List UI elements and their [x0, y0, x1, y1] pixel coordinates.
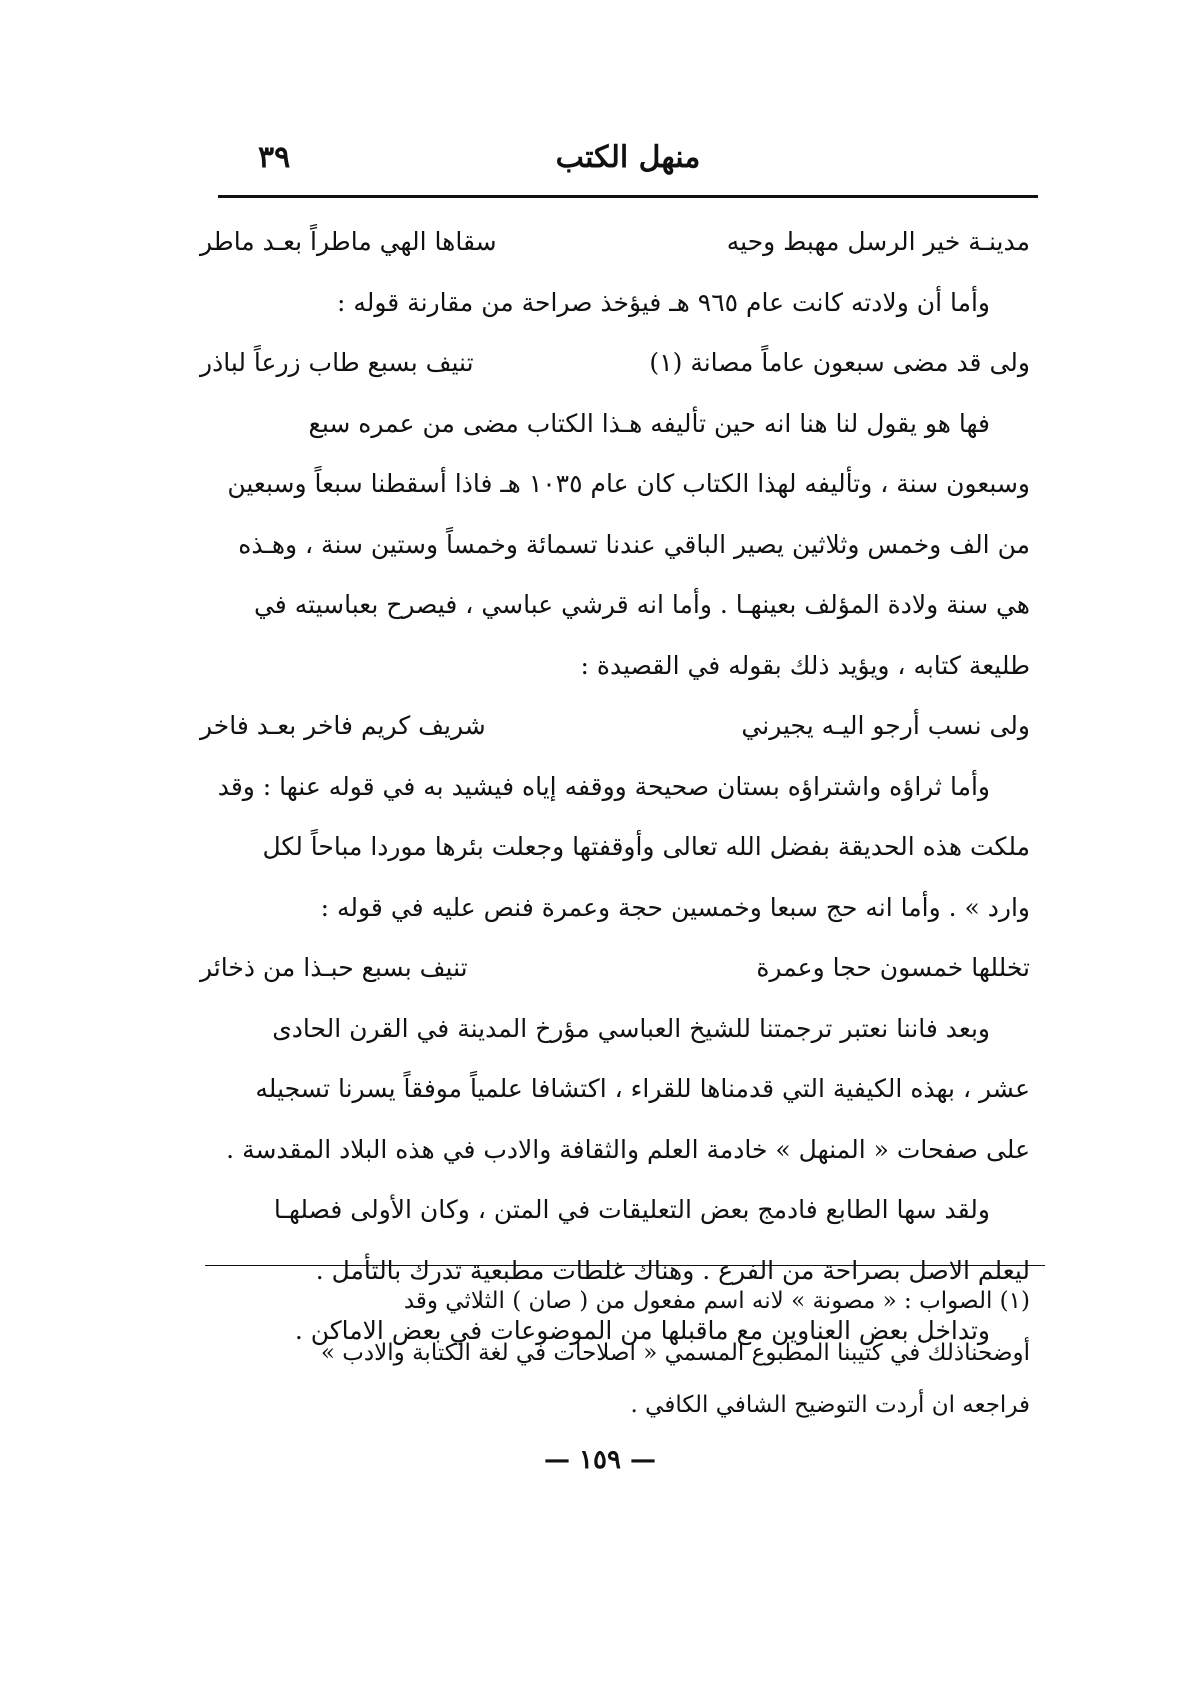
verse-line	[200, 938, 1030, 999]
verse-line	[200, 212, 1030, 273]
running-title: منهل الكتب	[555, 140, 701, 175]
text-line: وارد » . وأما انه حج سبعا وخمسين حجة وعمرة فنص عليه في قوله :	[320, 892, 1030, 922]
main-text	[200, 212, 1030, 1362]
footnote-line: فراجعه ان أردت التوضيح الشافي الكافي .	[630, 1392, 1030, 1418]
text-line: وأما ثراؤه واشتراؤه بستان صحيحة ووقفه إياه فيشيد به في قوله عنها : وقد	[217, 771, 990, 801]
header-rule	[218, 195, 1038, 198]
hemistich-first: مدينـة خير الرسل مهبط وحيه	[726, 227, 1030, 256]
hemistich-second: تنيف بسبع حبـذا من ذخائر	[200, 953, 468, 982]
text-line: ولقد سها الطابع فادمج بعض التعليقات في المتن ، وكان الأولى فصلهـا	[273, 1195, 990, 1224]
text-line: عشر ، بهذه الكيفية التي قدمناها للقراء ، اكتشافا علمياً موفقاً يسرنا تسجيله	[255, 1074, 1030, 1103]
text-line: وتداخل بعض العناوين مع ماقبلها من الموضوعات في بعض الاماكن .	[294, 1316, 990, 1345]
hemistich-first: تخللها خمسون حجا وعمرة	[756, 953, 1030, 982]
header-page-number: ٣٩	[258, 140, 291, 175]
footnote-rule	[205, 1265, 1045, 1266]
footnote	[200, 1275, 1030, 1431]
text-line: ملكت هذه الحديقة بفضل الله تعالى وأوقفتها وجعلت بئرها موردا مباحاً لكل	[262, 832, 1030, 861]
text-line: وبعد فاننا نعتبر ترجمتنا للشيخ العباسي مؤرخ المدينة في القرن الحادى	[272, 1013, 990, 1043]
hemistich-second: شريف كريم فاخر بعـد فاخر	[200, 711, 486, 740]
text-line: طليعة كتابه ، ويؤيد ذلك بقوله في القصيدة :	[580, 650, 1030, 680]
hemistich-second: تنيف بسبع طاب زرعاً لباذر	[200, 348, 474, 377]
hemistich-first: ولى نسب أرجو اليـه يجيرني	[741, 711, 1030, 740]
footnote-line: (١) الصواب : « مصونة » لانه اسم مفعول من ( صان ) الثلاثي وقد	[403, 1288, 1030, 1314]
text-line: وسبعون سنة ، وتأليفه لهذا الكتاب كان عام ١٠٣٥ هـ فاذا أسقطنا سبعاً وسبعين	[227, 469, 1030, 498]
hemistich-second: سقاها الهي ماطراً بعـد ماطر	[200, 227, 497, 256]
text-line: هي سنة ولادة المؤلف بعينهـا . وأما انه قرشي عباسي ، فيصرح بعباسيته في	[253, 590, 1030, 619]
verse-line	[200, 696, 1030, 757]
text-line: وأما أن ولادته كانت عام ٩٦٥ هـ فيؤخذ صراحة من مقارنة قوله :	[336, 287, 990, 317]
verse-line	[200, 333, 1030, 394]
footnote-line: أوضحناذلك في كتيبنا المطبوع المسمي « اصلاحات في لغة الكتابة والادب »	[320, 1340, 1030, 1366]
page-number: — ١٥٩ —	[543, 1445, 657, 1475]
page-header	[218, 140, 1038, 190]
text-line: على صفحات « المنهل » خادمة العلم والثقافة والادب في هذه البلاد المقدسة .	[226, 1134, 1030, 1164]
hemistich-first: ولى قد مضى سبعون عاماً مصانة (١)	[649, 348, 1030, 377]
text-line: ليعلم الاصل بصراحة من الفرع . وهناك غلطات مطبعية تدرك بالتأمل .	[315, 1255, 1030, 1285]
text-line: فها هو يقول لنا هنا انه حين تأليفه هـذا الكتاب مضى من عمره سبع	[308, 408, 990, 438]
text-line: من الف وخمس وثلاثين يصير الباقي عندنا تسمائة وخمساً وستين سنة ، وهـذه	[238, 529, 1030, 559]
